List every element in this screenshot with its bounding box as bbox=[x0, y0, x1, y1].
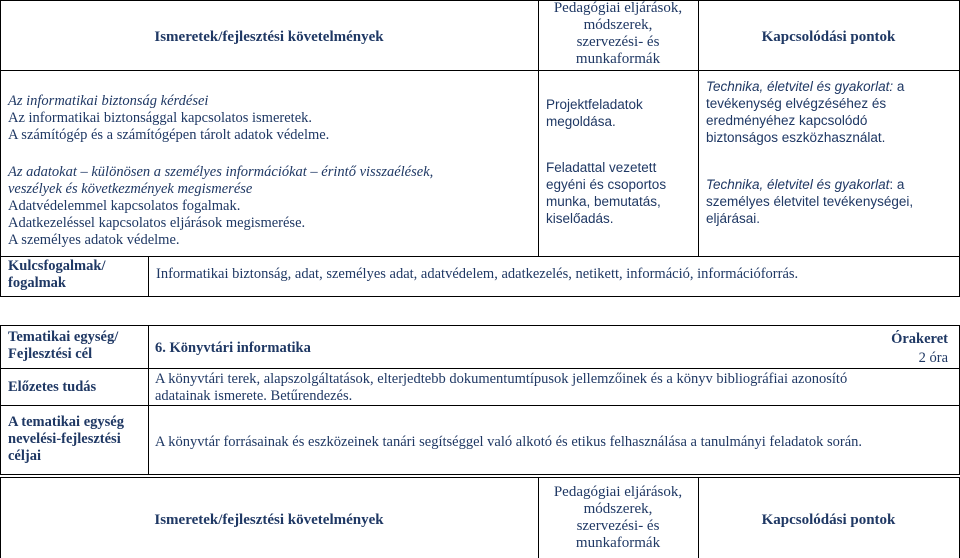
table3-header-methods: Pedagógiai eljárások, módszerek, szervezési- és munkaformák bbox=[553, 484, 683, 551]
prior-knowledge-text: A könyvtári terek, alapszolgáltatások, elterjedtebb dokumentumtípusok jellemzőinek és a könyv bibliográfiai azonosító adatainak ismerete. Betűrendezés. bbox=[155, 371, 848, 404]
table1-bottom-border bbox=[0, 296, 960, 297]
table2-row-divider-2 bbox=[0, 405, 960, 406]
table2-col-divider bbox=[148, 325, 149, 474]
table3-top-border bbox=[0, 477, 960, 478]
requirements-block-2: Az adatokat – különösen a személyes információkat – érintő visszaélések, veszélyek és következmények megismerése Adatvédelemmel kapcsolatos fogalmak. Adatkezeléssel kapcsolatos eljárások megismerése. A személyes adatok védelme. bbox=[8, 164, 434, 248]
header-connections: Kapcsolódási pontok bbox=[761, 29, 896, 45]
method-project-tasks: Projektfeladatok megoldása. bbox=[546, 97, 643, 129]
prior-knowledge-label: Előzetes tudás bbox=[8, 379, 97, 395]
connection-technology-2: Technika, életvitel és gyakorlat: a személyes életvitel tevékenységei, eljárásai. bbox=[706, 177, 914, 226]
keywords-label: Kulcsfogalmak/ fogalmak bbox=[8, 258, 106, 291]
table1-top-border bbox=[0, 0, 960, 1]
table2-left-border bbox=[0, 325, 1, 474]
hours-label: Órakeret bbox=[891, 331, 948, 347]
header-methods: Pedagógiai eljárások, módszerek, szervezési- és munkaformák bbox=[553, 0, 683, 67]
table2-bottom-border bbox=[0, 474, 960, 475]
connection-technology-1: Technika, életvitel és gyakorlat: a tevékenység elvégzéséhez és eredményéhez kapcsolódó biztonságos eszközhasználat. bbox=[706, 79, 905, 145]
table3-header-connections: Kapcsolódási pontok bbox=[761, 512, 896, 528]
header-requirements: Ismeretek/fejlesztési követelmények bbox=[154, 29, 384, 45]
unit-title: 6. Könyvtári informatika bbox=[155, 340, 311, 356]
table1-keywords-col-divider bbox=[148, 256, 149, 296]
requirements-block-1: Az informatikai biztonság kérdései Az informatikai biztonsággal kapcsolatos ismeretek. A számítógép és a számítógépen tárolt adatok védelme. bbox=[8, 93, 330, 143]
table2-top-border bbox=[0, 325, 960, 326]
keywords-text: Informatikai biztonság, adat, személyes adat, adatvédelem, adatkezelés, netikett, információ, információforrás. bbox=[156, 266, 799, 282]
unit-label: Tematikai egység/ Fejlesztési cél bbox=[8, 329, 119, 362]
goals-label: A tematikai egység nevelési-fejlesztési céljai bbox=[8, 414, 124, 464]
table3-header-requirements: Ismeretek/fejlesztési követelmények bbox=[154, 512, 384, 528]
method-guided-work: Feladattal vezetett egyéni és csoportos munka, bemutatás, kiselőadás. bbox=[546, 160, 667, 226]
goals-text: A könyvtár forrásainak és eszközeinek tanári segítséggel való alkotó és etikus felhasználása a tanulmányi feladatok során. bbox=[155, 434, 863, 450]
hours-value: 2 óra bbox=[918, 350, 948, 366]
table1-header-divider bbox=[0, 70, 960, 71]
table1-keywords-divider bbox=[0, 256, 960, 257]
table2-row-divider-1 bbox=[0, 368, 960, 369]
